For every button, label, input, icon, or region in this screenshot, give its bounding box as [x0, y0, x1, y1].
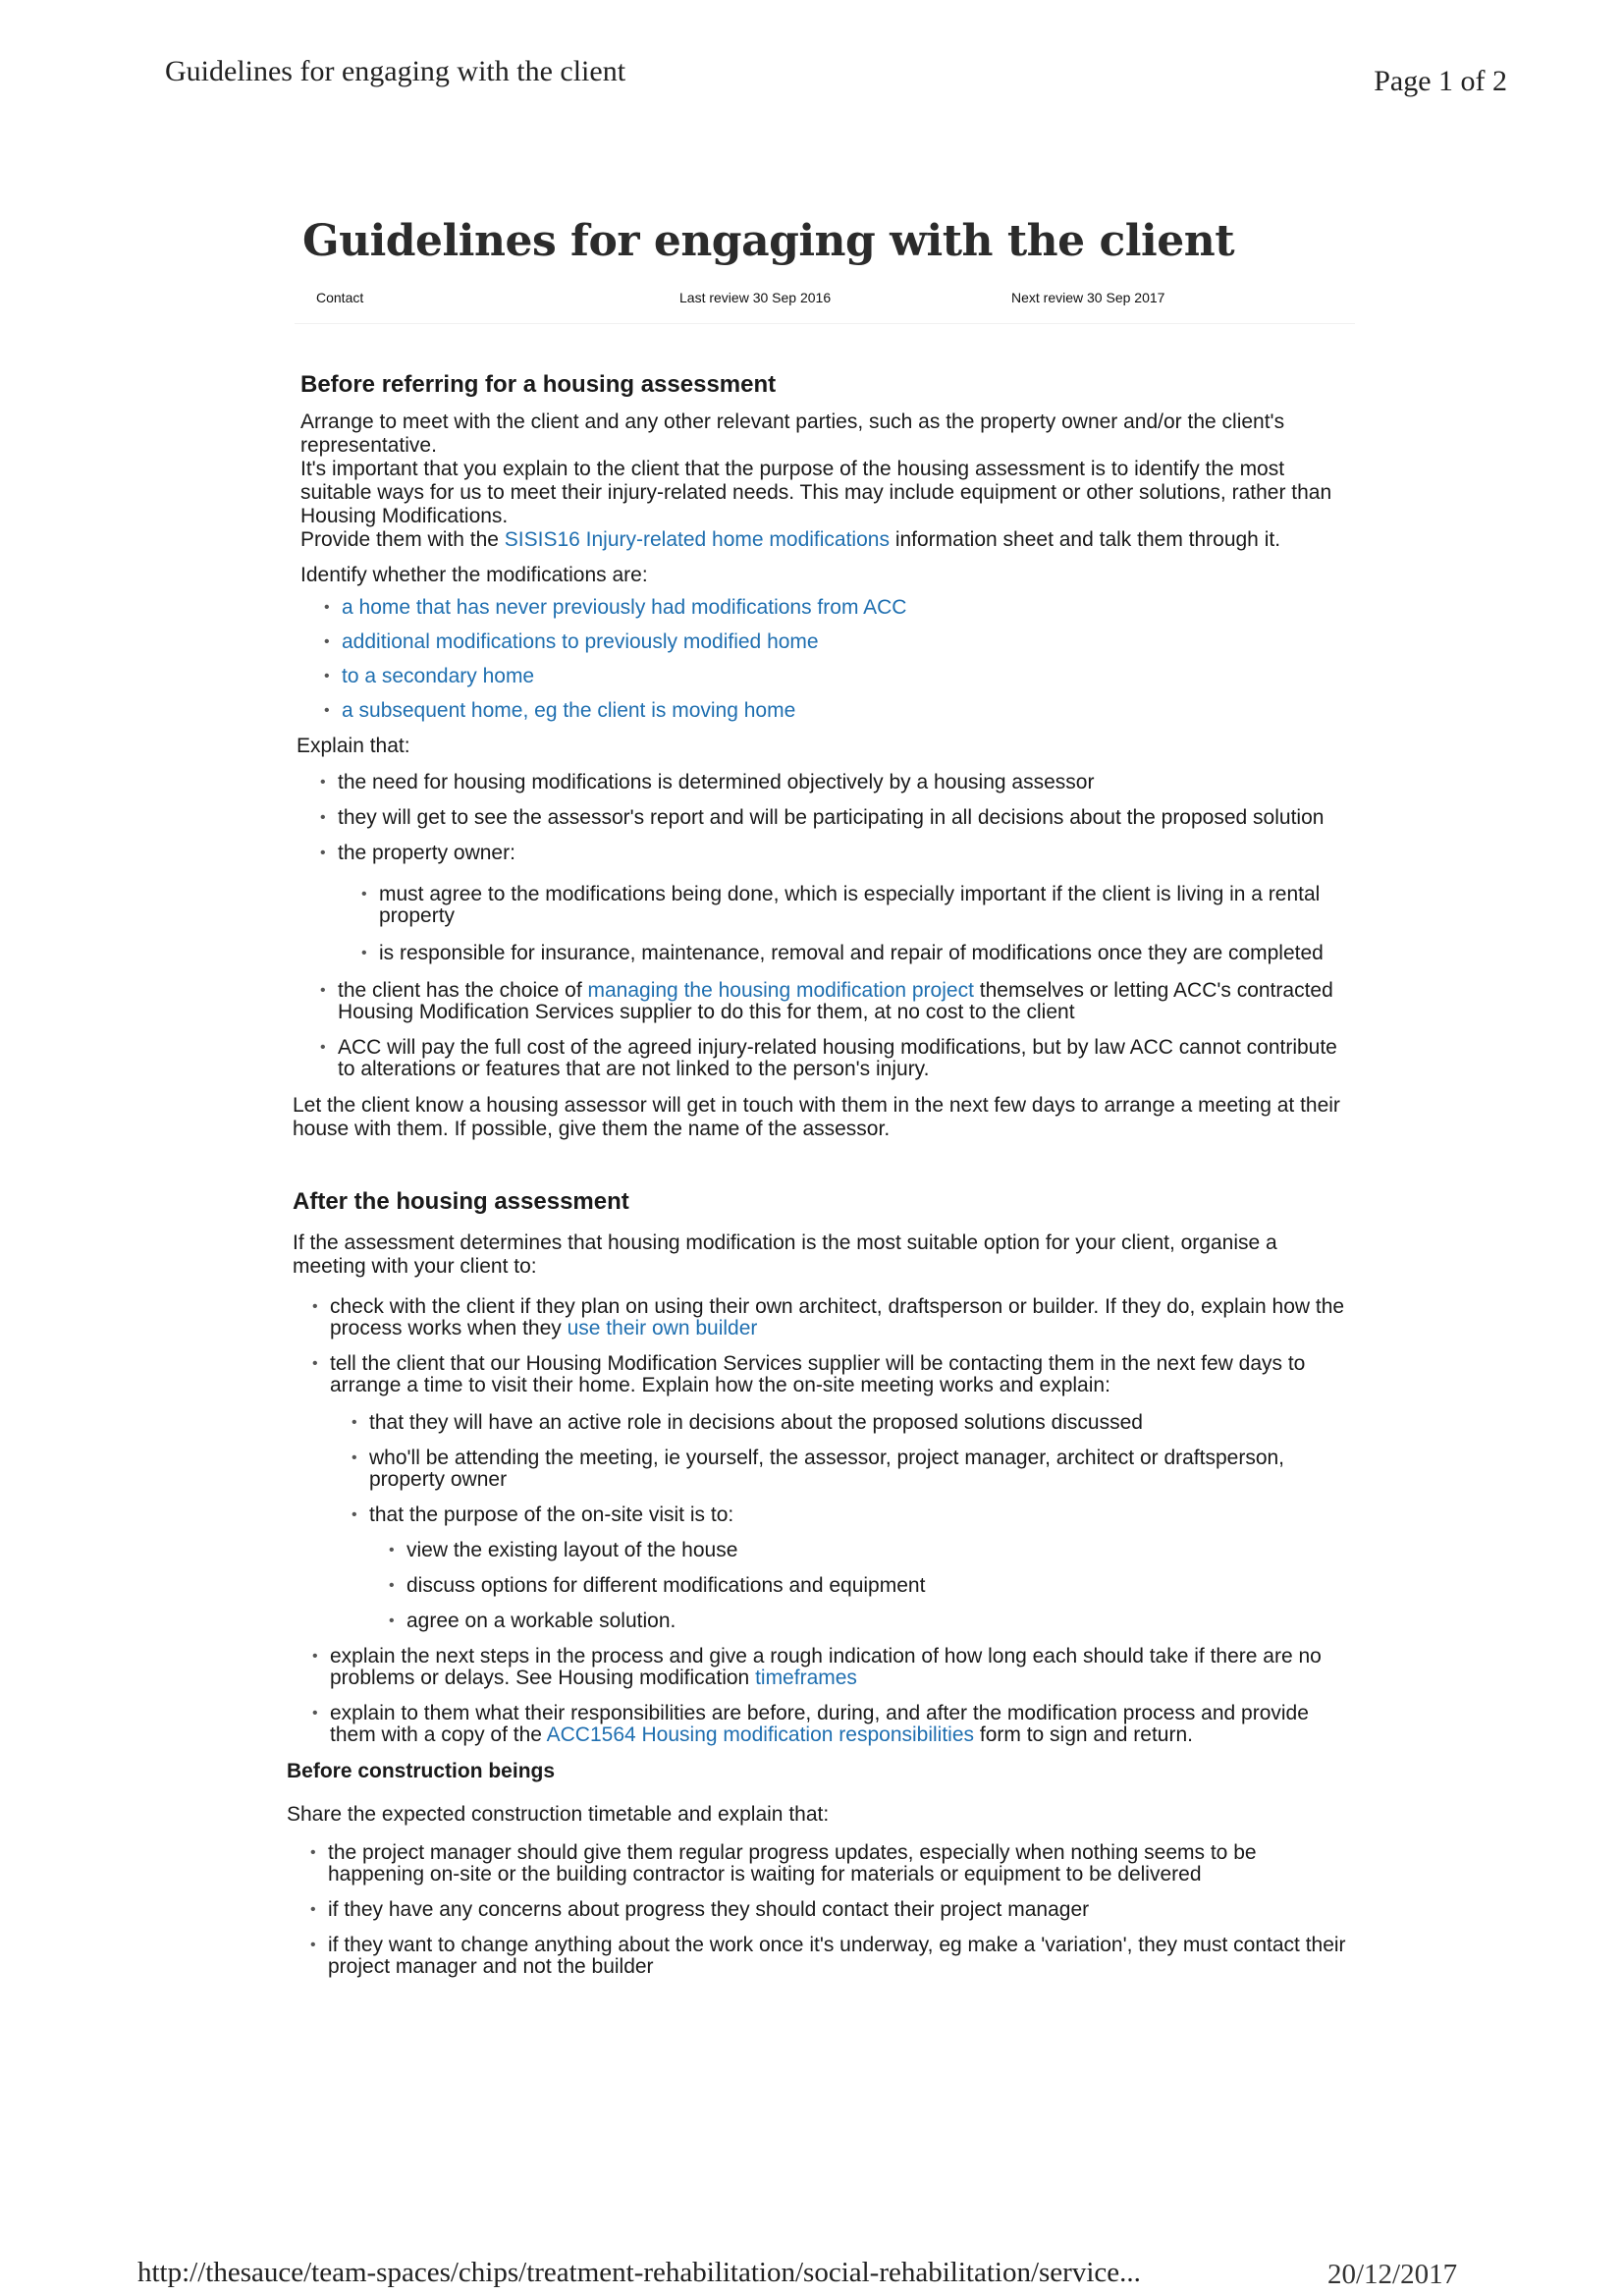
list-item: • agree on a workable solution. [406, 1611, 1355, 1632]
list-item: • ACC will pay the full cost of the agreed injury-related housing modifications, but by law ACC cannot contribute to alterations or features that are not linked to the person's injury. [338, 1037, 1355, 1080]
list-item: • if they want to change anything about the work once it's underway, eg make a 'variation', they must contact their project manager and not the builder [328, 1935, 1355, 1978]
last-review-date: Last review 30 Sep 2016 [679, 290, 832, 305]
list-item: • who'll be attending the meeting, ie yourself, the assessor, project manager, architect or draftsperson, property owner [369, 1448, 1355, 1491]
modification-type-link[interactable]: additional modifications to previously modified home [342, 630, 819, 653]
contact-label: Contact [316, 290, 364, 305]
print-footer-date: 20/12/2017 [1327, 2259, 1458, 2290]
list-item: • that they will have an active role in decisions about the proposed solutions discussed [369, 1412, 1355, 1434]
print-footer-url: http://thesauce/team-spaces/chips/treatment-rehabilitation/social-rehabilitation/service... [137, 2257, 1141, 2288]
timeframes-link[interactable]: timeframes [755, 1667, 857, 1689]
list-item: • the project manager should give them regular progress updates, especially when nothing seems to be happening on-site or the building contractor is waiting for materials or equipment to be delivered [328, 1842, 1355, 1886]
section-before-construction [287, 1760, 1355, 1978]
text: explain the next steps in the process and give a rough indication of how long each should take if there are no problems or delays. See Housing modification [330, 1645, 1322, 1689]
list-item [330, 1353, 1355, 1632]
explain-label: Explain that: [297, 735, 410, 757]
next-review-date: Next review 30 Sep 2017 [1011, 290, 1165, 305]
text: that the purpose of the on-site visit is to: [369, 1503, 734, 1526]
explain-list [338, 772, 1355, 1080]
paragraph-intro: If the assessment determines that housing modification is the most suitable option for your client, organise a meeting with your client to: [293, 1231, 1277, 1278]
list-item [369, 1504, 1355, 1632]
text: information sheet and talk them through it. [894, 528, 1281, 551]
text: the client has the choice of [338, 979, 588, 1002]
modification-type-link[interactable]: a home that has never previously had modifications from ACC [342, 596, 907, 619]
paragraph-intro: Share the expected construction timetable and explain that: [287, 1803, 830, 1826]
sisis16-link[interactable]: SISIS16 Injury-related home modifications [504, 528, 890, 551]
list-item [330, 1646, 1355, 1689]
list-item: • must agree to the modifications being done, which is especially important if the client is living in a rental property [379, 884, 1355, 927]
print-header-title: Guidelines for engaging with the client [165, 55, 626, 87]
visit-purpose-list [406, 1540, 1355, 1632]
text: form to sign and return. [974, 1723, 1193, 1746]
text: explain to them what their responsibilities are before, during, and after the modification process and provide them with a copy of the [330, 1702, 1309, 1746]
acc1564-link[interactable]: ACC1564 Housing modification responsibilities [546, 1723, 975, 1746]
list-item [338, 980, 1355, 1023]
section-heading: Before referring for a housing assessment [300, 371, 777, 398]
list-item: • they will get to see the assessor's report and will be participating in all decisions about the proposed solution [338, 807, 1355, 829]
list-item: • view the existing layout of the house [406, 1540, 1355, 1561]
modification-types-list [342, 597, 1355, 722]
list-item: • if they have any concerns about progress they should contact their project manager [328, 1899, 1355, 1921]
identify-label: Identify whether the modifications are: [300, 564, 648, 586]
section-before-referring [293, 371, 1355, 1141]
page-title: Guidelines for engaging with the client [302, 216, 1235, 266]
print-header-page-number: Page 1 of 2 [1374, 65, 1507, 97]
modification-type-link[interactable]: a subsequent home, eg the client is moving home [342, 699, 796, 722]
own-builder-link[interactable]: use their own builder [567, 1317, 758, 1339]
text: tell the client that our Housing Modification Services supplier will be contacting them in the next few days to arrange a time to visit their home. Explain how the on-site meeting works and explain: [330, 1352, 1306, 1396]
section-after-assessment [293, 1188, 1355, 1746]
section-heading: Before construction beings [287, 1760, 556, 1782]
modification-type-link[interactable]: to a secondary home [342, 665, 535, 687]
list-item: • discuss options for different modifications and equipment [406, 1575, 1355, 1597]
paragraph-purpose: It's important that you explain to the client that the purpose of the housing assessment is to identify the most suitable ways for us to meet their injury-related needs. This may include equipment or other solutions, rather than Housing Modifications. [300, 458, 1332, 527]
paragraph-assessor-contact: Let the client know a housing assessor will get in touch with them in the next few days to arrange a meeting at their house with them. If possible, give them the name of the assessor. [293, 1094, 1340, 1140]
text: themselves or letting ACC's contracted Housing Modification Services supplier to do this for them, at no cost to the client [338, 979, 1333, 1023]
list-item [338, 843, 1355, 964]
paragraph-info-sheet [300, 528, 1355, 552]
managing-project-link[interactable]: managing the housing modification project [587, 979, 974, 1002]
text: the property owner: [338, 842, 515, 864]
text: check with the client if they plan on using their own architect, draftsperson or builder. If they do, explain how the process works when they [330, 1295, 1345, 1339]
document-content [287, 216, 1355, 1992]
construction-list [328, 1842, 1355, 1978]
list-item: • is responsible for insurance, maintenance, removal and repair of modifications once they are completed [379, 943, 1355, 964]
text: Provide them with the [300, 528, 505, 551]
onsite-meeting-list [369, 1412, 1355, 1632]
list-item [330, 1296, 1355, 1339]
section-heading: After the housing assessment [293, 1188, 629, 1215]
review-meta-bar [295, 284, 1355, 324]
list-item: • the need for housing modifications is determined objectively by a housing assessor [338, 772, 1355, 793]
paragraph-arrange-meeting: Arrange to meet with the client and any other relevant parties, such as the property owner and/or the client's representative. [300, 410, 1285, 457]
list-item [330, 1703, 1355, 1746]
after-assessment-list [330, 1296, 1355, 1746]
property-owner-list [379, 884, 1355, 964]
